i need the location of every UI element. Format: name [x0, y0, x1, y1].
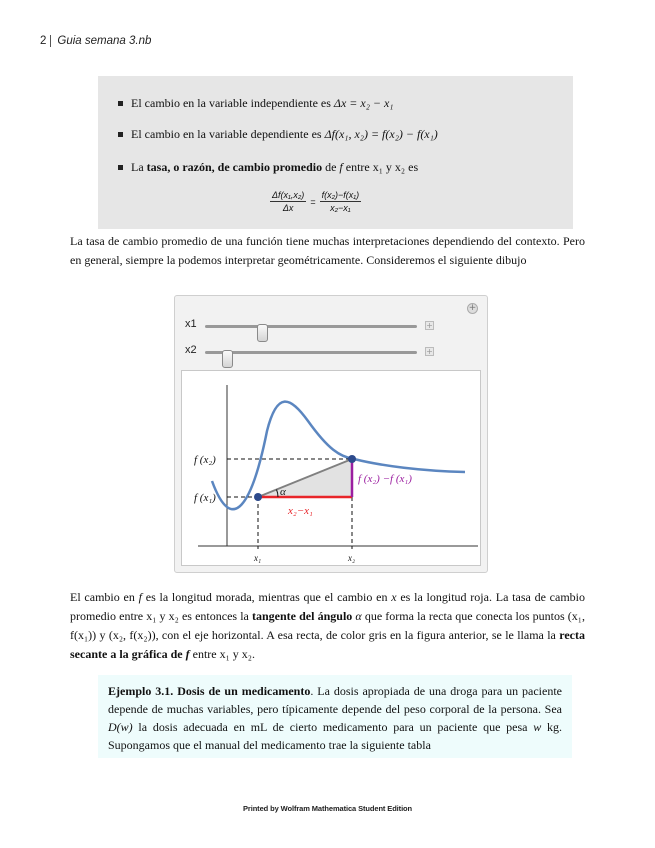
- label-horizontal-change: x₂−x₁: [288, 505, 313, 517]
- example-title: Ejemplo 3.1. Dosis de un medicamento: [108, 684, 311, 698]
- point-x2: [348, 455, 356, 463]
- bullet-icon: [118, 132, 123, 137]
- secant-plot: [181, 370, 481, 566]
- example-box: Ejemplo 3.1. Dosis de un medicamento. La dosis apropiada de una droga para un paciente depende de muchas variables, pero típicamente depende del peso corporal de la persona. Sea D(w) la dosis adecuada en mL de cierto medicamento para un paciente que pesa w kg. Supongamos que el manual del medicamento trae la siguiente tabla: [98, 675, 572, 758]
- slider-x2: [185, 344, 475, 360]
- slider-x1: [185, 318, 475, 334]
- page-header: [40, 35, 151, 47]
- slider-thumb[interactable]: [222, 350, 233, 368]
- tick-x2: x₂: [348, 553, 356, 563]
- intro-paragraph: La tasa de cambio promedio de una función tiene muchas interpretaciones dependiendo del contexto. Pero en general, siempre la podemos interpretar geométricamente. Consideremos el siguiente dibujo: [70, 234, 585, 267]
- label-vertical-change: f (x₂) −f (x₁): [358, 473, 412, 485]
- print-footer: Printed by Wolfram Mathematica Student Edition: [242, 804, 413, 813]
- label-fx1: f (x₁): [194, 492, 216, 504]
- label-alpha: α: [280, 486, 286, 498]
- options-plus-icon[interactable]: +: [468, 303, 477, 313]
- slider-track[interactable]: [205, 351, 417, 354]
- page-number: 2: [40, 35, 51, 47]
- definition-item: El cambio en la variable independiente es Δx = x₂ − x₁: [118, 96, 393, 111]
- definition-item: La tasa, o razón, de cambio promedio de f entre x₁ y x₂ es: [118, 160, 418, 175]
- slider-track[interactable]: [205, 325, 417, 328]
- tick-x1: x₁: [254, 553, 262, 563]
- bullet-icon: [118, 101, 123, 106]
- point-x1: [254, 493, 262, 501]
- average-rate-formula: $\frac{\text{Δf(x₁,x₂)}}{\Delta x}$ = $\frac{\text{f(x₂)−f(x₁)}}{\text{x₂−x₁}}$: [272, 190, 360, 213]
- definitions-box: [98, 76, 573, 229]
- slider-label: x2: [185, 344, 197, 356]
- manipulate-panel: [174, 295, 488, 573]
- slider-thumb[interactable]: [257, 324, 268, 342]
- bullet-icon: [118, 165, 123, 170]
- slider-expand-icon[interactable]: +: [426, 321, 433, 330]
- slider-label: x1: [185, 318, 197, 330]
- label-fx2: f (x₂): [194, 454, 216, 466]
- definition-item: El cambio en la variable dependiente es Δf(x₁, x₂) = f(x₂) − f(x₁): [118, 127, 438, 142]
- notebook-title: Guia semana 3.nb: [57, 35, 152, 47]
- slider-expand-icon[interactable]: +: [426, 347, 433, 356]
- explanation-paragraph: El cambio en f es la longitud morada, mientras que el cambio en x es la longitud roja. La tasa de cambio promedio entre x₁ y x₂ es entonces la tangente del ángulo α que forma la recta que conecta los puntos (x₁, f(x₁)) y (x₂, f(x₂)), con el eje horizontal. A esa recta, de color gris en la figura anterior, se le llama la recta secante a la gráfica de f entre x₁ y x₂.: [70, 590, 586, 661]
